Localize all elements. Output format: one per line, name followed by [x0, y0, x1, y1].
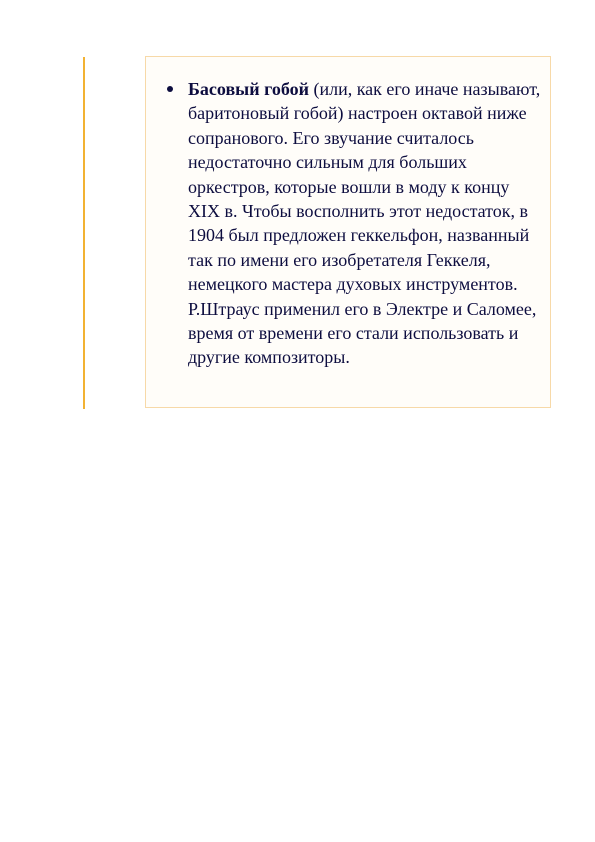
vertical-accent-line [83, 57, 85, 409]
bullet-dot-icon [167, 86, 173, 92]
bullet-list [167, 77, 541, 370]
bullet-item [167, 77, 541, 370]
bullet-text: (или, как его иначе называют, баритоновый гобой) настроен октавой ниже сопранового. Его звучание считалось недостаточно сильным для больших оркестров, которые вошли в моду к концу XIX в. Чтобы восполнить этот недостаток, в 1904 был предложен геккельфон, названный так по имени его изобретателя Геккеля, немецкого мастера духовых инструментов. Р.Штраус применил его в Электре и Саломее, время от времени его стали использовать и другие композиторы. [188, 79, 541, 368]
bullet-term: Басовый гобой [188, 79, 309, 99]
content-text-box [145, 56, 551, 408]
